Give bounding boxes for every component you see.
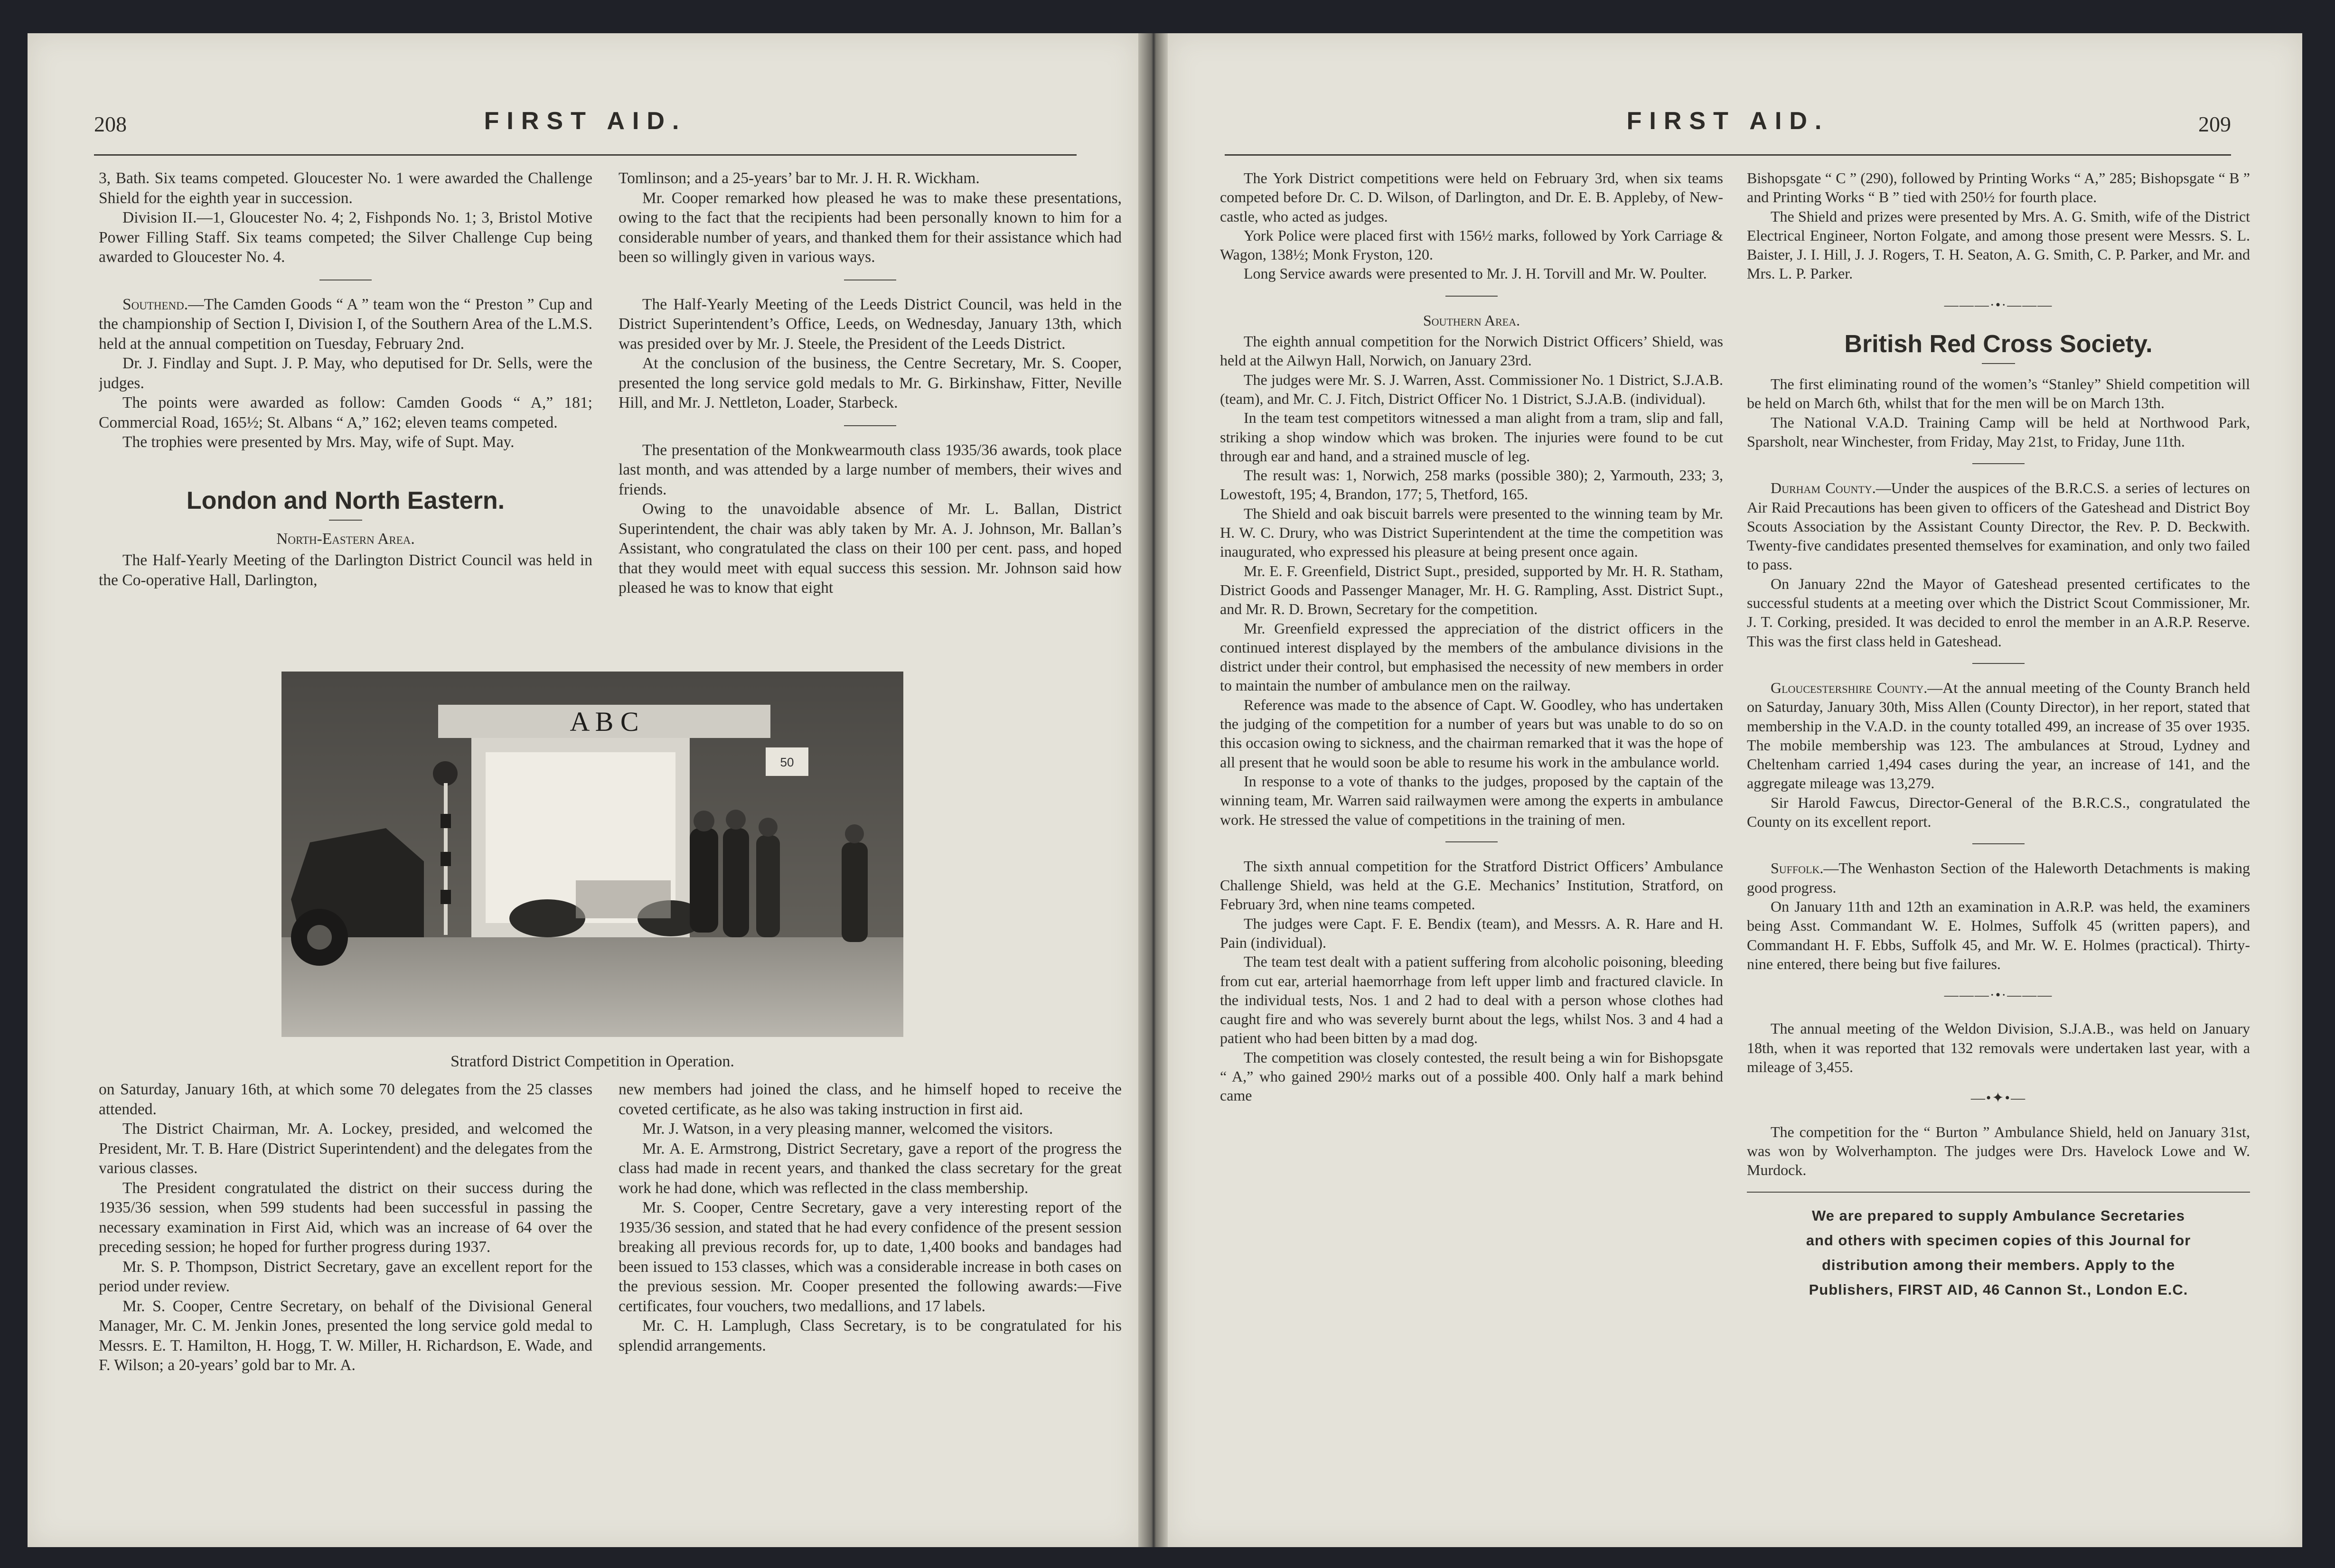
divider	[1445, 841, 1498, 842]
section-heading: London and North Eastern.	[186, 486, 505, 514]
paragraph: Mr. Cooper remarked how pleased he was to make these presentations, owing to the fact that the recipients had been personally known to him for a considerable number of years, and thanked them for their assistance which had been so willingly given in various ways.	[619, 189, 1122, 266]
paragraph: On January 22nd the Mayor of Gateshead presented certificates to the successful students at a meeting over which the District Scout Commissioner, Mr. J. T. Corking, presided. It was decided to enrol the member in an A.R.P. Reserve. This was the first class held in Gateshead.	[1747, 575, 2250, 650]
subheading: North-Eastern Area.	[276, 530, 415, 548]
paragraph: Owing to the unavoidable absence of Mr. L. Ballan, District Superintendent, the chair was ably taken by Mr. A. J. Johnson, Mr. Ballan’s Assistant, who congratulated the class on their 100 per cent. pass, and hoped that they would meet with equal success this session. Mr. Johnson said how pleased he was to know that eight	[619, 500, 1122, 597]
notice-line: distribution among their members. Apply to the	[1821, 1257, 2176, 1274]
left-col1-bottom	[99, 1080, 592, 1516]
left-page-header	[94, 88, 1077, 156]
photo-board-number: 50	[780, 755, 794, 769]
right-col2	[1747, 168, 2250, 1493]
paragraph: York Police were placed first with 156½ marks, followed by York Carriage & Wagon, 138½; Monk Fryston, 120.	[1220, 226, 1723, 263]
paragraph: The judges were Capt. F. E. Bendix (team), and Messrs. A. R. Hare and H. Pain (individual).	[1220, 915, 1723, 951]
paragraph: The Half-Yearly Meeting of the Darlington District Council was held in the Co-operative Hall, Darlington,	[99, 551, 592, 589]
paragraph: The judges were Mr. S. J. Warren, Asst. Commissioner No. 1 District, S.J.A.B. (team), and Mr. C. J. Fitch, District Officer No. 1 District, S.J.A.B. (individual).	[1220, 371, 1723, 407]
publisher-notice	[1747, 1204, 2250, 1302]
paragraph: The result was: 1, Norwich, 258 marks (possible 380); 2, Yarmouth, 233; 3, Lowestoft, 195; 4, Brandon, 177; 5, Thetford, 165.	[1220, 467, 1723, 503]
notice-line: and others with specimen copies of this Journal for	[1806, 1232, 2191, 1249]
paragraph: Long Service awards were presented to Mr. J. H. Torvill and Mr. W. Poulter.	[1244, 265, 1707, 282]
paragraph: The first eliminating round of the women’s “Stanley” Shield competition will be held on March 6th, whilst that for the men will be on March 13th.	[1747, 375, 2250, 412]
page-number-right: 209	[2198, 112, 2231, 136]
paragraph: 3, Bath. Six teams competed. Gloucester No. 1 were awarded the Challenge Shield for the eighth year in succession.	[99, 169, 592, 207]
divider	[1445, 296, 1498, 297]
book-gutter	[1138, 33, 1168, 1547]
divider	[1972, 463, 2025, 464]
paragraph: Dr. J. Findlay and Supt. J. P. May, who deputised for Dr. Sells, were the judges.	[99, 355, 592, 392]
paragraph: In response to a vote of thanks to the judges, proposed by the captain of the winning team, Mr. Warren said railwaymen were among the experts in ambulance work. He stressed the value of competitions in the training of men.	[1220, 772, 1723, 828]
section-label: Suffolk.	[1771, 859, 1824, 877]
competition-photo	[281, 672, 903, 1037]
section-heading: British Red Cross Society.	[1844, 330, 2153, 358]
photo-illustration	[281, 672, 903, 1037]
notice-line: We are prepared to supply Ambulance Secretaries	[1811, 1207, 2185, 1224]
paragraph: The points were awarded as follow: Camden Goods “ A,” 181; Commercial Road, 165½; St. Albans “ A,” 162; eleven teams competed.	[99, 394, 592, 431]
paragraph: The York District competitions were held on February 3rd, when six teams competed before Dr. C. D. Wilson, of Darlington, and Dr. E. B. Appleby, of New-castle, who acted as judges.	[1220, 169, 1723, 225]
paragraph: The team test dealt with a patient suffering from alcoholic poisoning, bleeding from cut ear, arterial haemorrhage from left upper limb and fractured clavicle. In the individual tests, Nos. 1 and 2 had to deal with a person whose clothes had caught fire and who was severely burnt about the legs, whilst Nos. 3 and 4 had a patient who had been bitten by a mad dog.	[1220, 953, 1723, 1047]
paragraph: —At the annual meeting of the County Branch held on Saturday, January 30th, Miss Allen (County Director), in her report, stated that membership in the V.A.D. in the county totalled 499, an increase of 35 over 1935. The mobile membership was 123. The ambulances at Stroud, Lydney and Cheltenham carried 1,494 cases during the year, an increase of 141, and the aggregate mileage was 13,279.	[1747, 679, 2250, 792]
paragraph: new members had joined the class, and he himself hoped to receive the coveted certificate, as he also was taking instruction in first aid.	[619, 1081, 1122, 1118]
paragraph: The National V.A.D. Training Camp will be held at Northwood Park, Sparsholt, near Winchester, from Friday, May 21st, to Friday, June 11th.	[1747, 413, 2250, 450]
paragraph: Division II.—1, Gloucester No. 4; 2, Fishponds No. 1; 3, Bristol Motive Power Filling Staff. Six teams competed; the Silver Challenge Cup being awarded to Gloucester No. 4.	[99, 209, 592, 266]
paragraph: The presentation of the Monkwearmouth class 1935/36 awards, took place last month, and was attended by a large number of members, their wives and friends.	[619, 441, 1122, 498]
paragraph: —The Wenhaston Section of the Haleworth Detachments is making good progress.	[1747, 859, 2250, 896]
paragraph: The Half-Yearly Meeting of the Leeds District Council, was held in the District Superintendent’s Office, Leeds, on Wednesday, January 13th, which was presided over by Mr. J. Steele, the President of the Leeds District.	[619, 295, 1122, 353]
paragraph: The Shield and prizes were presented by Mrs. A. G. Smith, wife of the District Electrical Engineer, Norton Folgate, and among those present were Messrs. S. L. Baister, J. I. Hill, J. J. Rogers, T. H. Seaton, A. G. Smith, C. P. Parker, and Mr. and Mrs. L. P. Parker.	[1747, 207, 2250, 282]
photo-caption: Stratford District Competition in Operation.	[450, 1053, 734, 1070]
paragraph: Mr. A. E. Armstrong, District Secretary, gave a report of the progress the class had made in recent years, and thanked the class secretary for the great work he had done, which was reflected in the class membership.	[619, 1139, 1122, 1197]
left-col1-top	[99, 168, 592, 667]
paragraph: Mr. S. Cooper, Centre Secretary, on behalf of the Divisional General Manager, Mr. C. M. Jenkin Jones, presented the long service gold medal to Messrs. E. T. Hamilton, H. Hogg, T. W. Miller, H. Richardson, E. Wade, and F. Wilson; a 20-years’ gold bar to Mr. A.	[99, 1297, 592, 1374]
running-head-right: FIRST AID.	[1626, 107, 1829, 135]
paragraph: Bishopsgate “ C ” (290), followed by Printing Works “ A,” 285; Bishopsgate “ B ” and Printing Works “ B ” tied with 250½ for fourth place.	[1747, 169, 2250, 206]
left-col2-top	[619, 168, 1122, 667]
section-label: Durham County.	[1771, 479, 1876, 497]
right-page-header	[1225, 88, 2231, 156]
right-page	[1168, 33, 2302, 1547]
running-head-left: FIRST AID.	[484, 107, 687, 135]
photo-sign-text: A B C	[570, 706, 639, 737]
paragraph: The eighth annual competition for the Norwich District Officers’ Shield, was held at the Ailwyn Hall, Norwich, on January 23rd.	[1220, 333, 1723, 369]
paragraph: Mr. C. H. Lamplugh, Class Secretary, is to be congratulated for his splendid arrangements.	[619, 1317, 1122, 1354]
paragraph: on Saturday, January 16th, at which some 70 delegates from the 25 classes attended.	[99, 1081, 592, 1118]
paragraph: Mr. Greenfield expressed the appreciation of the district officers in the continued interest displayed by the members of the ambulance divisions in the district under their control, but emphasised the necessity of new members in order to maintain the number of ambulance men on the railway.	[1220, 619, 1723, 694]
divider	[844, 425, 896, 426]
page-number-left: 208	[94, 112, 127, 136]
paragraph: Tomlinson; and a 25-years’ bar to Mr. J. H. R. Wickham.	[619, 169, 980, 187]
divider	[1982, 363, 2015, 364]
paragraph: The President congratulated the district on their success during the 1935/36 session, when 599 students had been successful in passing the necessary examination in First Aid, which was an increase of 64 over the preceding session; he hoped for further progress during 1937.	[99, 1179, 592, 1256]
divider	[329, 520, 362, 521]
paragraph: Reference was made to the absence of Capt. W. Goodley, who has undertaken the judging of the competition for a number of years but was unable to do so on this occasion owing to sickness, and the chairman remarked that it was the hope of all present that he would soon be able to resume his work in the ambulance world.	[1220, 696, 1723, 771]
paragraph: In the team test competitors witnessed a man alight from a tram, slip and fall, striking a shop window which was broken. The injuries were found to be cut through ear and hand, and a strained muscle of leg.	[1220, 409, 1723, 465]
subheading: Southern Area.	[1423, 311, 1520, 329]
paragraph: On January 11th and 12th an examination in A.R.P. was held, the examiners being Asst. Commandant W. E. Holmes, Suffolk 45 (written papers), and Commandant H. F. Ebbs, Suffolk 45, and Mr. W. E. Holmes (practical). Thirty-nine entered, there being but five failures.	[1747, 897, 2250, 972]
section-label: Gloucestershire County.	[1771, 679, 1928, 696]
paragraph: Sir Harold Fawcus, Director-General of the B.R.C.S., congratulated the County on its excellent report.	[1747, 793, 2250, 831]
paragraph: At the conclusion of the business, the Centre Secretary, Mr. S. Cooper, presented the long service gold medals to Mr. G. Birkinshaw, Fitter, Neville Hill, and Mr. J. Nettleton, Loader, Starbeck.	[619, 355, 1122, 411]
right-col1	[1220, 168, 1723, 1493]
paragraph: The sixth annual competition for the Stratford District Officers’ Ambulance Challenge Shield, was held at the G.E. Mechanics’ Institution, Stratford, on February 3rd, when nine teams competed.	[1220, 857, 1723, 913]
paragraph: The District Chairman, Mr. A. Lockey, presided, and welcomed the President, Mr. T. B. Hare (District Superintendent) and the delegates from the various classes.	[99, 1120, 592, 1177]
divider	[1972, 843, 2025, 844]
paragraph: —The Camden Goods “ A ” team won the “ Preston ” Cup and the championship of Section I, Division I, of the Southern Area of the L.M.S. held at the annual competition on Tuesday, February 2nd.	[99, 295, 592, 353]
paragraph: The annual meeting of the Weldon Division, S.J.A.B., was held on January 18th, when it was reported that 132 removals were undertaken last year, with a mileage of 3,455.	[1747, 1020, 2250, 1075]
divider	[1972, 663, 2025, 664]
notice-rule	[1747, 1192, 2250, 1193]
paragraph: Mr. E. F. Greenfield, District Supt., presided, supported by Mr. H. R. Statham, District Goods and Passenger Manager, Mr. H. G. Rampling, Asst. District Supt., and Mr. R. D. Brown, Secretary for the competition.	[1220, 562, 1723, 618]
ornament-divider: —•✦•—	[1970, 1090, 2026, 1106]
paragraph: —Under the auspices of the B.R.C.S. a series of lectures on Air Raid Precautions has been given to officers of the Gateshead and District Boy Scouts Association by the Assistant County Director, the Rev. P. D. Beckwith. Twenty-five candidates presented themselves for examination, and only two failed to pass.	[1747, 479, 2250, 573]
ornament-divider: ———·•·———	[1944, 297, 2053, 313]
paragraph: Mr. S. P. Thompson, District Secretary, gave an excellent report for the period under review.	[99, 1258, 592, 1295]
paragraph: The competition for the “ Burton ” Ambulance Shield, held on January 31st, was won by Wolverhampton. The judges were Drs. Havelock Lowe and W. Murdock.	[1747, 1123, 2250, 1179]
ornament-divider: ———·•·———	[1944, 987, 2053, 1003]
left-page	[28, 33, 1138, 1547]
left-col2-bottom	[619, 1080, 1122, 1516]
paragraph: The trophies were presented by Mrs. May, wife of Supt. May.	[122, 433, 515, 451]
paragraph: The Shield and oak biscuit barrels were presented to the winning team by Mr. H. W. C. Drury, who was District Superintendent at the time the competition was inaugurated, who expressed his pleasure at being present once again.	[1220, 504, 1723, 560]
paragraph: The competition was closely contested, the result being a win for Bishopsgate “ A,” who gained 290½ marks out of a possible 400. Only half a mark behind came	[1220, 1048, 1723, 1104]
paragraph: Mr. S. Cooper, Centre Secretary, gave a very interesting report of the 1935/36 session, and stated that he had every confidence of the present session breaking all previous records for, up to date, 1,400 books and bandages had been issued to 153 classes, which was a considerable increase in both cases on the previous session. Mr. Cooper presented the following awards:—Five certificates, four vouchers, two medallions, and 17 labels.	[619, 1199, 1122, 1315]
section-label: Southend.	[122, 295, 188, 313]
notice-line: Publishers, FIRST AID, 46 Cannon St., London E.C.	[1809, 1281, 2188, 1298]
paragraph: Mr. J. Watson, in a very pleasing manner, welcomed the visitors.	[642, 1120, 1053, 1138]
